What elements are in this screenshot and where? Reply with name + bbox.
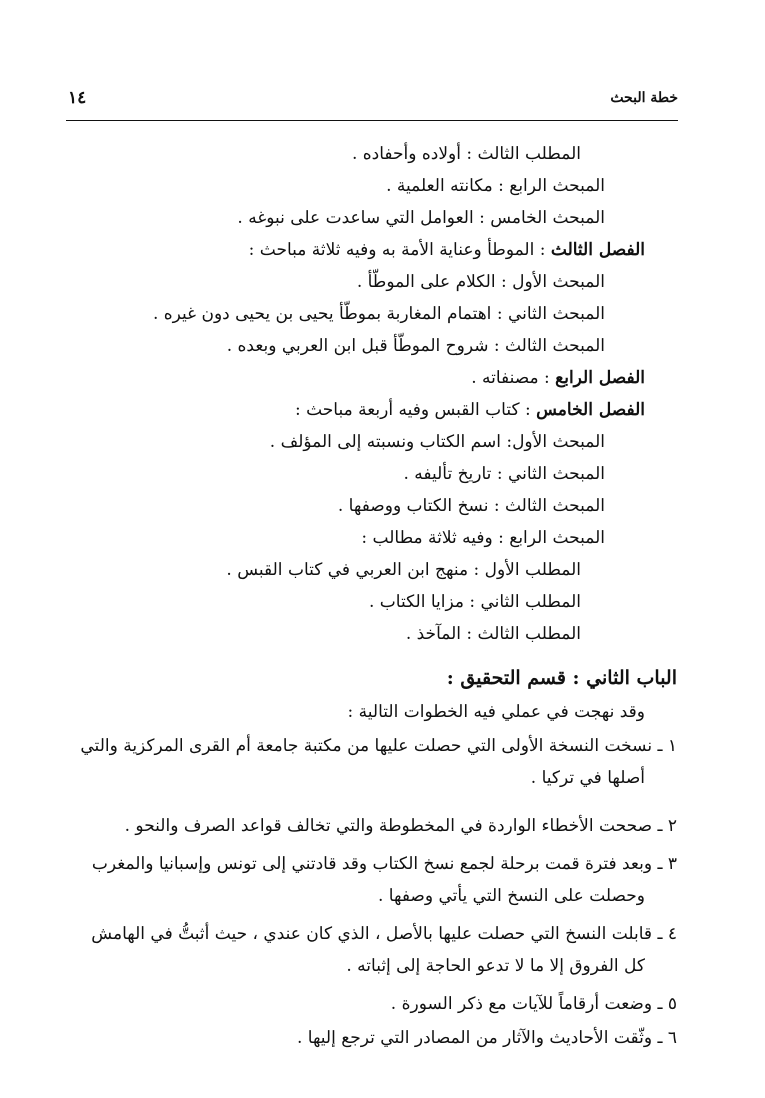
outline-line: المطلب الثالث : المآخذ . xyxy=(405,624,581,644)
outline-line: المبحث الرابع : وفيه ثلاثة مطالب : xyxy=(361,528,605,548)
outline-line: المبحث الثالث : شروح الموطّأ قبل ابن العربي وبعده . xyxy=(226,336,605,356)
step-line: ٢ ـ صححت الأخطاء الواردة في المخطوطة والتي تخالف قواعد الصرف والنحو . xyxy=(124,816,677,836)
outline-line: المبحث الثاني : اهتمام المغاربة بموطّأ يحيى بن يحيى دون غيره . xyxy=(152,304,605,324)
outline-line: المبحث الثالث : نسخ الكتاب ووصفها . xyxy=(337,496,605,516)
page-number: ١٤ xyxy=(68,88,87,108)
outline-chapter-line: الفصل الرابع : مصنفاته . xyxy=(471,368,645,388)
header-rule xyxy=(66,120,678,121)
part-two-heading: الباب الثاني : قسم التحقيق : xyxy=(446,667,677,689)
part-two-intro: وقد نهجت في عملي فيه الخطوات التالية : xyxy=(347,702,645,722)
step-line: ٥ ـ وضعت أرقاماً للآيات مع ذكر السورة . xyxy=(390,994,677,1014)
outline-line: المبحث الرابع : مكانته العلمية . xyxy=(386,176,605,196)
outline-line: المبحث الخامس : العوامل التي ساعدت على نبوغه . xyxy=(237,208,605,228)
step-continuation: كل الفروق إلا ما لا تدعو الحاجة إلى إثباته . xyxy=(346,956,645,976)
running-section-title: خطة البحث xyxy=(610,90,678,106)
step-continuation: وحصلت على النسخ التي يأتي وصفها . xyxy=(378,886,645,906)
step-line: ٤ ـ قابلت النسخ التي حصلت عليها بالأصل ، الذي كان عندي ، حيث أثبتُّ في الهامش xyxy=(91,924,677,944)
chapter-label: الفصل الثالث xyxy=(550,240,645,260)
step-line: ٦ ـ وثّقت الأحاديث والآثار من المصادر التي ترجع إليها . xyxy=(296,1028,677,1048)
outline-line: المطلب الثالث : أولاده وأحفاده . xyxy=(351,144,581,164)
page-header xyxy=(66,88,678,118)
outline-chapter-line: الفصل الخامس : كتاب القبس وفيه أربعة مباحث : xyxy=(294,400,645,420)
step-line: ٣ ـ وبعد فترة قمت برحلة لجمع نسخ الكتاب وقد قادتني إلى تونس وإسبانيا والمغرب xyxy=(91,854,677,874)
chapter-label: الفصل الخامس xyxy=(536,400,645,420)
step-continuation: أصلها في تركيا . xyxy=(530,768,645,788)
outline-chapter-line: الفصل الثالث : الموطأ وعناية الأمة به وفيه ثلاثة مباحث : xyxy=(248,240,645,260)
outline-line: المبحث الأول : الكلام على الموطّأ . xyxy=(356,272,605,292)
step-line: ١ ـ نسخت النسخة الأولى التي حصلت عليها من مكتبة جامعة أم القرى المركزية والتي xyxy=(80,736,677,756)
outline-line: المطلب الثاني : مزايا الكتاب . xyxy=(369,592,581,612)
chapter-label: الفصل الرابع xyxy=(555,368,645,388)
outline-line: المطلب الأول : منهج ابن العربي في كتاب القبس . xyxy=(226,560,581,580)
outline-line: المبحث الأول: اسم الكتاب ونسبته إلى المؤلف . xyxy=(269,432,605,452)
outline-line: المبحث الثاني : تاريخ تأليفه . xyxy=(403,464,605,484)
